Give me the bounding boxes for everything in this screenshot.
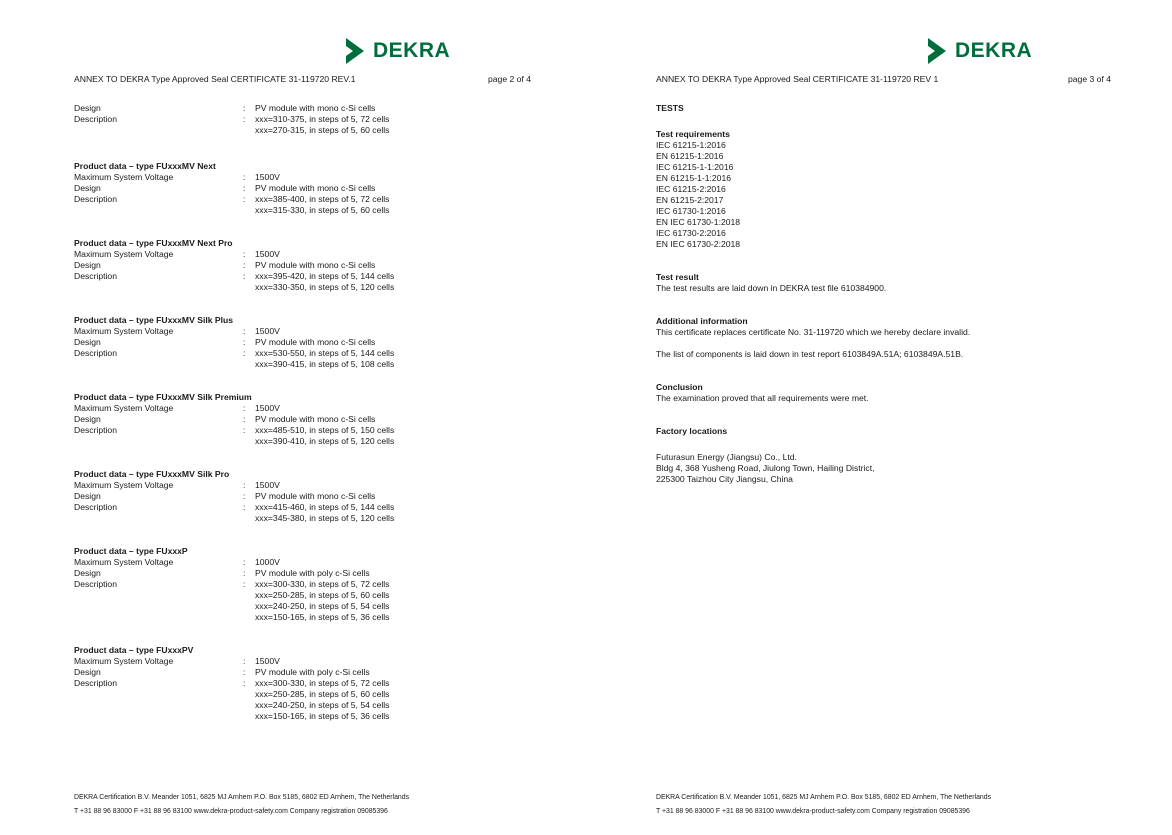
data-row: Design : PV module with mono c-Si cells: [74, 260, 376, 270]
row-label: Design: [74, 337, 101, 347]
data-row: Description : xxx=395-420, in steps of 5, 144 cells xxx=330-350, in steps of 5, 120 cells: [74, 271, 395, 292]
data-row: Maximum System Voltage : 1500V: [74, 249, 280, 259]
data-row: Description : xxx=530-550, in steps of 5, 144 cells xxx=390-415, in steps of 5, 108 cells: [74, 348, 395, 369]
data-row: Description : xxx=300-330, in steps of 5, 72 cells xxx=250-285, in steps of 5, 60 cells xxx=240-250, in steps of 5, 54 cells xxx=150-165, in steps of 5, 36 cells: [74, 579, 390, 622]
row-value: xxx=240-250, in steps of 5, 54 cells: [255, 601, 390, 611]
row-label: Description: [74, 502, 117, 512]
row-value: 1500V: [255, 326, 280, 336]
requirement-item: IEC 61215-1-1:2016: [656, 162, 734, 172]
dekra-logo: [925, 38, 1032, 64]
header-title: ANNEX TO DEKRA Type Approved Seal CERTIFICATE 31-119720 REV 1: [656, 74, 939, 84]
row-label: Maximum System Voltage: [74, 656, 174, 666]
factory-line: Futurasun Energy (Jiangsu) Co., Ltd.: [656, 452, 797, 462]
requirement-item: EN IEC 61730-1:2018: [656, 217, 741, 227]
row-value: xxx=395-420, in steps of 5, 144 cells: [255, 271, 395, 281]
row-value: xxx=315-330, in steps of 5, 60 cells: [255, 205, 390, 215]
section-title: Product data – type FUxxxMV Next: [74, 161, 216, 171]
row-label: Design: [74, 568, 101, 578]
row-value: PV module with mono c-Si cells: [255, 414, 376, 424]
row-value: PV module with mono c-Si cells: [255, 260, 376, 270]
row-value: 1500V: [255, 249, 280, 259]
product-section: [74, 103, 554, 136]
row-value: xxx=530-550, in steps of 5, 144 cells: [255, 348, 395, 358]
row-value: 1000V: [255, 557, 280, 567]
data-row: Description : xxx=485-510, in steps of 5, 150 cells xxx=390-410, in steps of 5, 120 cells: [74, 425, 395, 446]
data-row: Design : PV module with poly c-Si cells: [74, 667, 370, 677]
row-value: xxx=390-415, in steps of 5, 108 cells: [255, 359, 395, 369]
row-value: xxx=150-165, in steps of 5, 36 cells: [255, 711, 390, 721]
factory-locations-heading: Factory locations: [656, 426, 728, 436]
row-value: 1500V: [255, 172, 280, 182]
row-value: xxx=385-400, in steps of 5, 72 cells: [255, 194, 390, 204]
footer: [656, 791, 991, 819]
footer-line: DEKRA Certification B.V. Meander 1051, 6825 MJ Arnhem P.O. Box 5185, 6802 ED Arnhem, The Netherlands: [74, 794, 410, 801]
data-row: Design : PV module with mono c-Si cells: [74, 414, 376, 424]
dekra-arrow-icon: [925, 37, 949, 65]
row-value: xxx=250-285, in steps of 5, 60 cells: [255, 689, 390, 699]
additional-info-heading: Additional information: [656, 316, 748, 326]
conclusion-heading: Conclusion: [656, 382, 703, 392]
row-value: PV module with mono c-Si cells: [255, 183, 376, 193]
tests-heading: TESTS: [656, 103, 684, 113]
row-value: xxx=415-460, in steps of 5, 144 cells: [255, 502, 395, 512]
requirement-item: IEC 61215-1:2016: [656, 140, 726, 150]
factory-line: 225300 Taizhou City Jiangsu, China: [656, 474, 793, 484]
header-title: ANNEX TO DEKRA Type Approved Seal CERTIFICATE 31-119720 REV.1: [74, 74, 356, 84]
data-row: Description : xxx=385-400, in steps of 5, 72 cells xxx=315-330, in steps of 5, 60 cells: [74, 194, 390, 215]
row-label: Maximum System Voltage: [74, 403, 174, 413]
row-label: Design: [74, 260, 101, 270]
dekra-arrow-icon: [343, 37, 367, 65]
row-value: 1500V: [255, 480, 280, 490]
product-section: [74, 546, 554, 623]
product-section: [74, 238, 554, 293]
row-label: Design: [74, 183, 101, 193]
row-label: Design: [74, 414, 101, 424]
data-row: Maximum System Voltage : 1500V: [74, 656, 280, 666]
requirement-item: EN 61215-1:2016: [656, 151, 724, 161]
data-row: Design : PV module with mono c-Si cells: [74, 103, 376, 113]
row-value: xxx=310-375, in steps of 5, 72 cells: [255, 114, 390, 124]
row-value: 1500V: [255, 656, 280, 666]
product-section: [74, 392, 554, 447]
page-number: page 2 of 4: [488, 74, 532, 84]
row-value: 1500V: [255, 403, 280, 413]
product-section: [74, 469, 554, 524]
row-value: xxx=240-250, in steps of 5, 54 cells: [255, 700, 390, 710]
section-title: Product data – type FUxxxP: [74, 546, 188, 556]
factory-line: Bldg 4, 368 Yusheng Road, Jiulong Town, Hailing District,: [656, 463, 875, 473]
data-row: Maximum System Voltage : 1000V: [74, 557, 280, 567]
data-row: Maximum System Voltage : 1500V: [74, 403, 280, 413]
test-result-heading: Test result: [656, 272, 699, 282]
row-value: xxx=345-380, in steps of 5, 120 cells: [255, 513, 395, 523]
requirement-item: IEC 61730-2:2016: [656, 228, 726, 238]
additional-info-text: This certificate replaces certificate No. 31-119720 which we hereby declare invalid.: [656, 327, 971, 337]
product-section: [74, 161, 554, 216]
row-value: xxx=300-330, in steps of 5, 72 cells: [255, 579, 390, 589]
row-label: Maximum System Voltage: [74, 249, 174, 259]
test-result-text: The test results are laid down in DEKRA test file 610384900.: [656, 283, 887, 293]
row-label: Design: [74, 103, 101, 113]
row-label: Description: [74, 678, 117, 688]
data-row: Maximum System Voltage : 1500V: [74, 326, 280, 336]
data-row: Design : PV module with poly c-Si cells: [74, 568, 370, 578]
conclusion-text: The examination proved that all requirements were met.: [656, 393, 869, 403]
product-section: [74, 645, 554, 722]
row-label: Description: [74, 425, 117, 435]
row-label: Maximum System Voltage: [74, 557, 174, 567]
data-row: Design : PV module with mono c-Si cells: [74, 183, 376, 193]
footer-line: T +31 88 96 83000 F +31 88 96 83100 www.dekra-product-safety.com Company registration 09085396: [74, 808, 388, 815]
product-data-list: [74, 103, 554, 744]
row-label: Maximum System Voltage: [74, 480, 174, 490]
row-value: PV module with poly c-Si cells: [255, 667, 370, 677]
row-label: Design: [74, 491, 101, 501]
row-label: Description: [74, 194, 117, 204]
data-row: Description : xxx=415-460, in steps of 5, 144 cells xxx=345-380, in steps of 5, 120 cells: [74, 502, 395, 523]
row-value: xxx=250-285, in steps of 5, 60 cells: [255, 590, 390, 600]
row-label: Maximum System Voltage: [74, 172, 174, 182]
section-title: Product data – type FUxxxMV Next Pro: [74, 238, 233, 248]
row-label: Description: [74, 114, 117, 124]
components-text: The list of components is laid down in test report 6103849A.51A; 6103849A.51B.: [656, 349, 964, 359]
row-value: xxx=485-510, in steps of 5, 150 cells: [255, 425, 395, 435]
footer-line: T +31 88 96 83000 F +31 88 96 83100 www.dekra-product-safety.com Company registration 09085396: [656, 808, 970, 815]
requirement-item: EN IEC 61730-2:2018: [656, 239, 741, 249]
row-label: Description: [74, 579, 117, 589]
dekra-logo: [343, 38, 450, 64]
page-3: [586, 0, 1172, 835]
row-value: PV module with poly c-Si cells: [255, 568, 370, 578]
requirement-item: IEC 61215-2:2016: [656, 184, 726, 194]
brand-name: DEKRA: [955, 39, 1033, 62]
page-number: page 3 of 4: [1068, 74, 1112, 84]
data-row: Design : PV module with mono c-Si cells: [74, 491, 376, 501]
row-value: PV module with mono c-Si cells: [255, 103, 376, 113]
product-section: [74, 315, 554, 370]
section-title: Product data – type FUxxxMV Silk Pro: [74, 469, 230, 479]
row-value: xxx=300-330, in steps of 5, 72 cells: [255, 678, 390, 688]
requirement-item: EN 61215-2:2017: [656, 195, 724, 205]
brand-name: DEKRA: [373, 39, 451, 62]
row-value: PV module with mono c-Si cells: [255, 337, 376, 347]
test-requirements-list: [656, 140, 1136, 250]
data-row: Description : xxx=300-330, in steps of 5, 72 cells xxx=250-285, in steps of 5, 60 cells xxx=240-250, in steps of 5, 54 cells xxx=150-165, in steps of 5, 36 cells: [74, 678, 390, 721]
data-row: Maximum System Voltage : 1500V: [74, 480, 280, 490]
footer-line: DEKRA Certification B.V. Meander 1051, 6825 MJ Arnhem P.O. Box 5185, 6802 ED Arnhem, The Netherlands: [656, 794, 992, 801]
data-row: Description : xxx=310-375, in steps of 5, 72 cells xxx=270-315, in steps of 5, 60 cells: [74, 114, 390, 135]
row-value: PV module with mono c-Si cells: [255, 491, 376, 501]
row-label: Design: [74, 667, 101, 677]
row-value: xxx=330-350, in steps of 5, 120 cells: [255, 282, 395, 292]
row-value: xxx=270-315, in steps of 5, 60 cells: [255, 125, 390, 135]
footer: [74, 791, 409, 819]
data-row: Design : PV module with mono c-Si cells: [74, 337, 376, 347]
tests-content: [656, 103, 1136, 485]
row-label: Description: [74, 271, 117, 281]
data-row: Maximum System Voltage : 1500V: [74, 172, 280, 182]
product-sections: [74, 161, 554, 722]
requirement-item: EN 61215-1-1:2016: [656, 173, 732, 183]
test-requirements-heading: Test requirements: [656, 129, 730, 139]
section-title: Product data – type FUxxxPV: [74, 645, 194, 655]
section-title: Product data – type FUxxxMV Silk Premium: [74, 392, 252, 402]
row-label: Description: [74, 348, 117, 358]
row-value: xxx=390-410, in steps of 5, 120 cells: [255, 436, 395, 446]
requirement-item: IEC 61730-1:2016: [656, 206, 726, 216]
section-title: Product data – type FUxxxMV Silk Plus: [74, 315, 234, 325]
row-label: Maximum System Voltage: [74, 326, 174, 336]
row-value: xxx=150-165, in steps of 5, 36 cells: [255, 612, 390, 622]
